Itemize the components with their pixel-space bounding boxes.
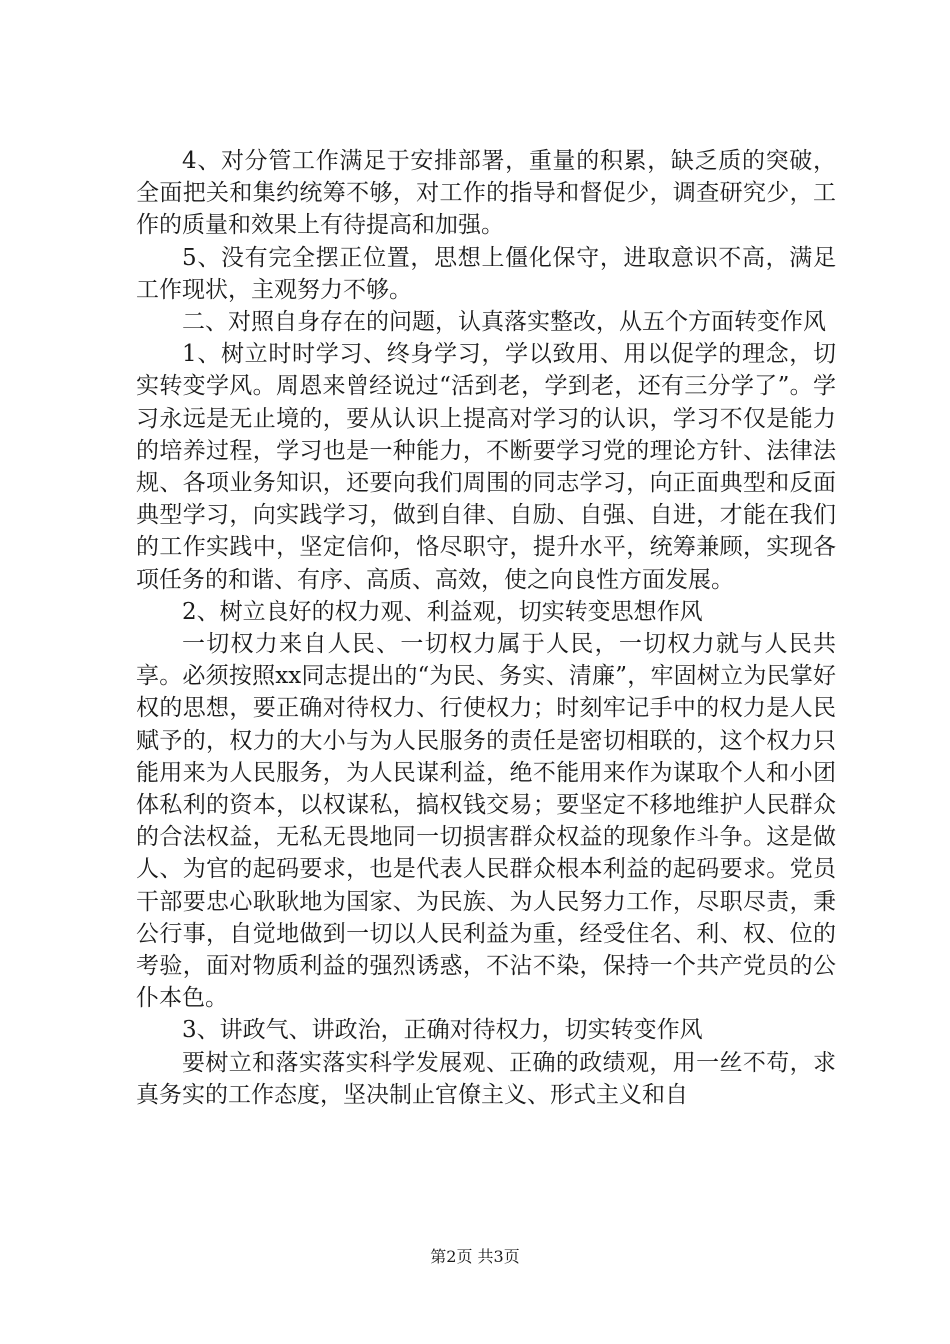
subheading-item-3: 3、讲政气、讲政治，正确对待权力，切实转变作风: [182, 1017, 703, 1044]
paragraph-item-5: 5、没有完全摆正位置，思想上僵化保守，进取意识不高，满足工作现状，主观努力不够。: [136, 244, 836, 303]
paragraph-item-4: 4、对分管工作满足于安排部署，重量的积累，缺乏质的突破，全面把关和集约统筹不够，对工作的指导和督促少，调查研究少，工作的质量和效果上有待提高和加强。: [136, 148, 836, 239]
page-number-footer: 第2页 共3页: [430, 1247, 520, 1266]
subheading-item-2: 2、树立良好的权力观、利益观，切实转变思想作风: [182, 598, 703, 625]
document-body: [136, 145, 836, 1111]
section-heading-2: 二、对照自身存在的问题，认真落实整改，从五个方面转变作风: [182, 309, 826, 336]
paragraph-item-1: 1、树立时时学习、终身学习，学以致用、用以促学的理念，切实转变学风。周恩来曾经说过“活到老，学到老，还有三分学了”。学习永远是无止境的，要从认识上提高对学习的认识，学习不仅是能力的培养过程，学习也是一种能力，不断要学习党的理论方针、法律法规、各项业务知识，还要向我们周围的同志学习，向正面典型和反面典型学习，向实践学习，做到自律、自励、自强、自进，才能在我们的工作实践中，坚定信仰，恪尽职守，提升水平，统筹兼顾，实现各项任务的和谐、有序、高质、高效，使之向良性方面发展。: [136, 341, 836, 593]
paragraph-continuation: 要树立和落实落实科学发展观、正确的政绩观，用一丝不苟，求真务实的工作态度，坚决制止官僚主义、形式主义和自: [136, 1049, 836, 1108]
paragraph-power: 一切权力来自人民、一切权力属于人民，一切权力就与人民共享。必须按照xx同志提出的“为民、务实、清廉”，牢固树立为民掌好权的思想，要正确对待权力、行使权力；时刻牢记手中的权力是人民赋予的，权力的大小与为人民服务的责任是密切相联的，这个权力只能用来为人民服务，为人民谋利益，绝不能用来作为谋取个人和小团体私利的资本，以权谋私，搞权钱交易；要坚定不移地维护人民群众的合法权益，无私无畏地同一切损害群众权益的现象作斗争。这是做人、为官的起码要求，也是代表人民群众根本利益的起码要求。党员干部要忠心耿耿地为国家、为民族、为人民努力工作，尽职尽责，秉公行事，自觉地做到一切以人民利益为重，经受住名、利、权、位的考验，面对物质利益的强烈诱惑，不沾不染，保持一个共产党员的公仆本色。: [136, 631, 836, 1012]
